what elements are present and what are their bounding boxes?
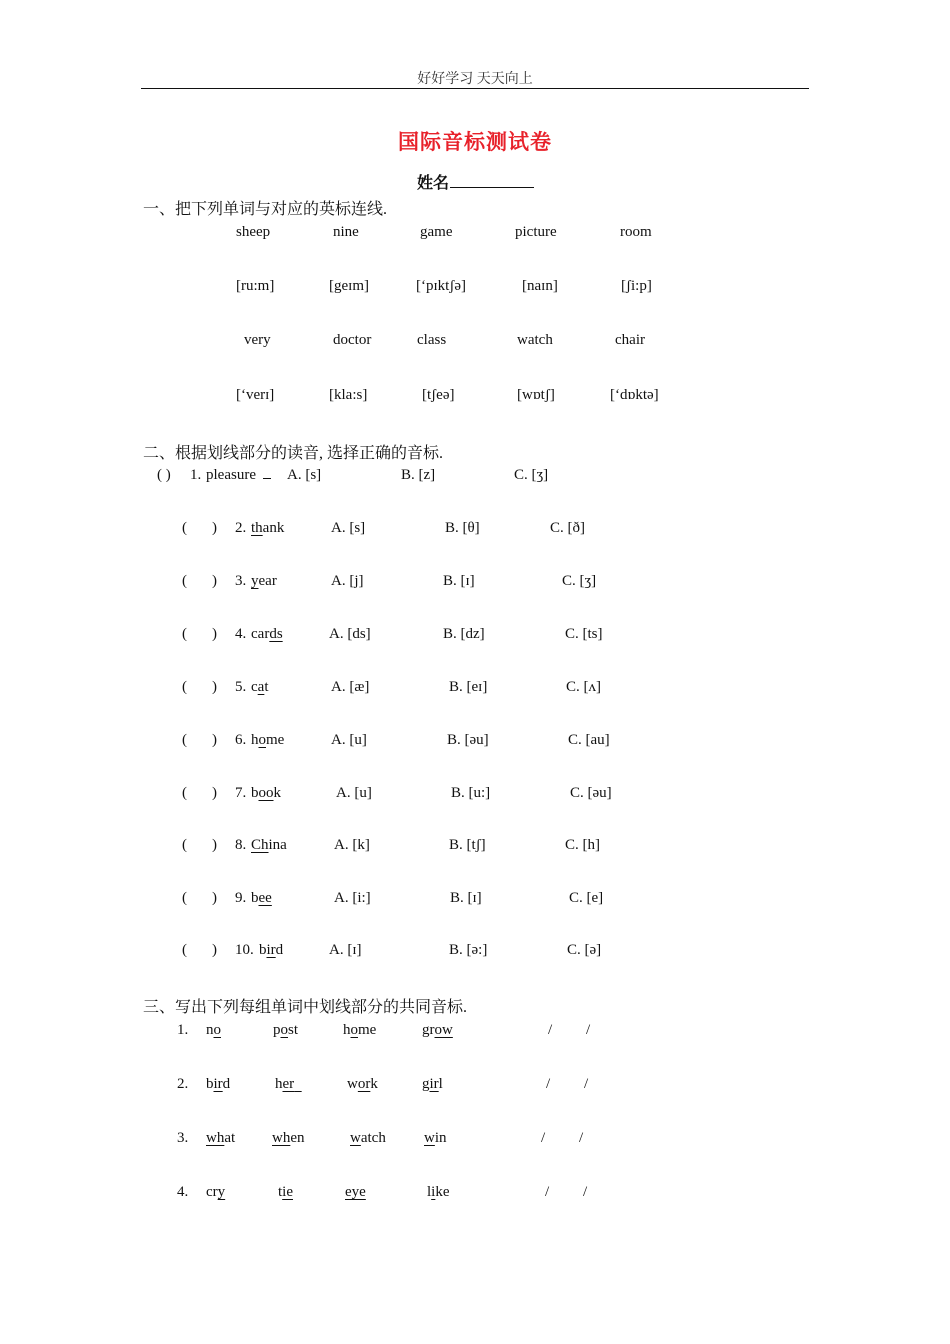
option-c[interactable]: C. [ts] xyxy=(565,626,603,642)
option-c[interactable]: C. [ə] xyxy=(567,942,602,958)
option-a[interactable]: A. [i:] xyxy=(334,890,371,906)
option-c[interactable]: C. [ʌ] xyxy=(566,679,601,695)
group-number: 3. xyxy=(177,1130,189,1146)
option-b[interactable]: B. [ɪ] xyxy=(450,890,482,906)
question-word: book xyxy=(251,785,281,801)
option-a[interactable]: A. [æ] xyxy=(331,679,370,695)
header-divider xyxy=(141,88,809,89)
group-word: like xyxy=(427,1184,450,1200)
option-c[interactable]: C. [e] xyxy=(569,890,604,906)
option-c[interactable]: C. [ʒ] xyxy=(514,467,549,483)
answer-paren-left[interactable]: ( xyxy=(182,520,187,536)
option-b[interactable]: B. [tʃ] xyxy=(449,837,486,853)
name-label: 姓名 xyxy=(417,175,450,192)
question-word: bird xyxy=(259,942,284,958)
answer-paren-right[interactable]: ) xyxy=(212,679,217,695)
group-word: win xyxy=(424,1130,447,1146)
option-c[interactable]: C. [au] xyxy=(568,732,610,748)
match-word[interactable]: nine xyxy=(333,224,359,240)
section2-heading: 二、根据划线部分的读音, 选择正确的音标. xyxy=(143,445,444,462)
group-word: girl xyxy=(422,1076,443,1092)
match-word[interactable]: watch xyxy=(517,332,553,348)
match-phonetic[interactable]: [naɪn] xyxy=(522,278,558,294)
answer-slash-right[interactable]: / xyxy=(584,1076,589,1092)
option-a[interactable]: A. [k] xyxy=(334,837,370,853)
match-phonetic[interactable]: [ʃi:p] xyxy=(621,278,652,294)
option-b[interactable]: B. [ɪ] xyxy=(443,573,475,589)
question-number: 6. xyxy=(235,732,247,748)
answer-paren-left[interactable]: ( xyxy=(182,573,187,589)
match-word[interactable]: chair xyxy=(615,332,645,348)
group-word: post xyxy=(273,1022,299,1038)
answer-slash-left[interactable]: / xyxy=(541,1130,546,1146)
question-number: 1. xyxy=(190,467,202,483)
answer-paren-right[interactable]: ) xyxy=(212,626,217,642)
option-a[interactable]: A. [u] xyxy=(331,732,367,748)
answer-slash-left[interactable]: / xyxy=(548,1022,553,1038)
answer-slash-left[interactable]: / xyxy=(546,1076,551,1092)
match-phonetic[interactable]: [ru:m] xyxy=(236,278,275,294)
answer-paren-left[interactable]: ( xyxy=(182,837,187,853)
group-word: watch xyxy=(350,1130,386,1146)
match-word[interactable]: doctor xyxy=(333,332,372,348)
answer-paren-right[interactable]: ) xyxy=(212,890,217,906)
group-number: 4. xyxy=(177,1184,189,1200)
option-b[interactable]: B. [eɪ] xyxy=(449,679,488,695)
answer-paren-left[interactable]: ( xyxy=(182,732,187,748)
match-phonetic[interactable]: [‘dɒktə] xyxy=(610,387,659,403)
match-word[interactable]: very xyxy=(244,332,271,348)
match-phonetic[interactable]: [geɪm] xyxy=(329,278,369,294)
match-phonetic[interactable]: [wɒtʃ] xyxy=(517,387,555,403)
option-a[interactable]: A. [ɪ] xyxy=(329,942,362,958)
option-c[interactable]: C. [h] xyxy=(565,837,600,853)
group-number: 2. xyxy=(177,1076,189,1092)
match-word[interactable]: room xyxy=(620,224,652,240)
name-field xyxy=(417,170,534,193)
question-word: year xyxy=(251,573,277,589)
answer-paren-right[interactable]: ) xyxy=(212,732,217,748)
answer-paren-left[interactable]: ( xyxy=(182,626,187,642)
question-number: 2. xyxy=(235,520,247,536)
option-b[interactable]: B. [z] xyxy=(401,467,436,483)
group-word: grow xyxy=(422,1022,453,1038)
section3-heading: 三、写出下列每组单词中划线部分的共同音标. xyxy=(143,999,468,1016)
answer-slash-right[interactable]: / xyxy=(586,1022,591,1038)
question-word: cards xyxy=(251,626,283,642)
option-b[interactable]: B. [ə:] xyxy=(449,942,488,958)
question-number: 4. xyxy=(235,626,247,642)
option-a[interactable]: A. [j] xyxy=(331,573,364,589)
answer-paren-right[interactable]: ) xyxy=(212,942,217,958)
page-title: 国际音标测试卷 xyxy=(398,130,552,154)
answer-paren-left[interactable]: ( xyxy=(182,890,187,906)
match-word[interactable]: sheep xyxy=(236,224,271,240)
question-word: cat xyxy=(251,679,269,695)
match-word[interactable]: game xyxy=(420,224,453,240)
match-phonetic[interactable]: [‘pɪktʃə] xyxy=(416,278,466,294)
match-phonetic[interactable]: [‘verɪ] xyxy=(236,387,275,403)
match-word[interactable]: picture xyxy=(515,224,557,240)
option-a[interactable]: A. [s] xyxy=(287,467,322,483)
question-number: 9. xyxy=(235,890,247,906)
option-b[interactable]: B. [əu] xyxy=(447,732,489,748)
group-word: home xyxy=(343,1022,377,1038)
answer-slash-right[interactable]: / xyxy=(579,1130,584,1146)
option-c[interactable]: C. [ʒ] xyxy=(562,573,597,589)
group-word: no xyxy=(206,1022,221,1038)
option-a[interactable]: A. [ds] xyxy=(329,626,371,642)
answer-blank[interactable]: ( ) xyxy=(157,467,171,483)
group-word: when xyxy=(272,1130,305,1146)
option-b[interactable]: B. [θ] xyxy=(445,520,480,536)
answer-slash-right[interactable]: / xyxy=(583,1184,588,1200)
question-word: China xyxy=(251,837,287,853)
match-phonetic[interactable]: [kla:s] xyxy=(329,387,368,403)
answer-paren-right[interactable]: ) xyxy=(212,837,217,853)
group-word: tie xyxy=(278,1184,293,1200)
option-a[interactable]: A. [s] xyxy=(331,520,366,536)
match-word[interactable]: class xyxy=(417,332,447,348)
group-word: her xyxy=(275,1076,295,1092)
answer-paren-right[interactable]: ) xyxy=(212,785,217,801)
answer-slash-left[interactable]: / xyxy=(545,1184,550,1200)
group-word: eye xyxy=(345,1184,366,1200)
page-header: 好好学习 天天向上 xyxy=(417,72,533,87)
option-b[interactable]: B. [u:] xyxy=(451,785,491,801)
group-word: what xyxy=(206,1130,236,1146)
option-b[interactable]: B. [dz] xyxy=(443,626,485,642)
group-number: 1. xyxy=(177,1022,189,1038)
answer-paren-right[interactable]: ) xyxy=(212,520,217,536)
section1-heading: 一、把下列单词与对应的英标连线. xyxy=(143,201,388,218)
question-number: 3. xyxy=(235,573,247,589)
question-word: pleasure xyxy=(206,467,271,484)
question-word: bee xyxy=(251,890,272,906)
answer-paren-left[interactable]: ( xyxy=(182,679,187,695)
name-blank[interactable] xyxy=(450,173,534,188)
question-number: 7. xyxy=(235,785,247,801)
question-number: 8. xyxy=(235,837,247,853)
answer-paren-left[interactable]: ( xyxy=(182,785,187,801)
answer-paren-right[interactable]: ) xyxy=(212,573,217,589)
question-number: 10. xyxy=(235,942,254,958)
option-c[interactable]: C. [əu] xyxy=(570,785,612,801)
match-phonetic[interactable]: [tʃeə] xyxy=(422,387,455,403)
option-a[interactable]: A. [u] xyxy=(336,785,372,801)
question-word: thank xyxy=(251,520,285,536)
group-word: bird xyxy=(206,1076,231,1092)
answer-paren-left[interactable]: ( xyxy=(182,942,187,958)
group-word: work xyxy=(347,1076,378,1092)
option-c[interactable]: C. [ð] xyxy=(550,520,585,536)
question-word: home xyxy=(251,732,285,748)
group-word: cry xyxy=(206,1184,226,1200)
question-number: 5. xyxy=(235,679,247,695)
